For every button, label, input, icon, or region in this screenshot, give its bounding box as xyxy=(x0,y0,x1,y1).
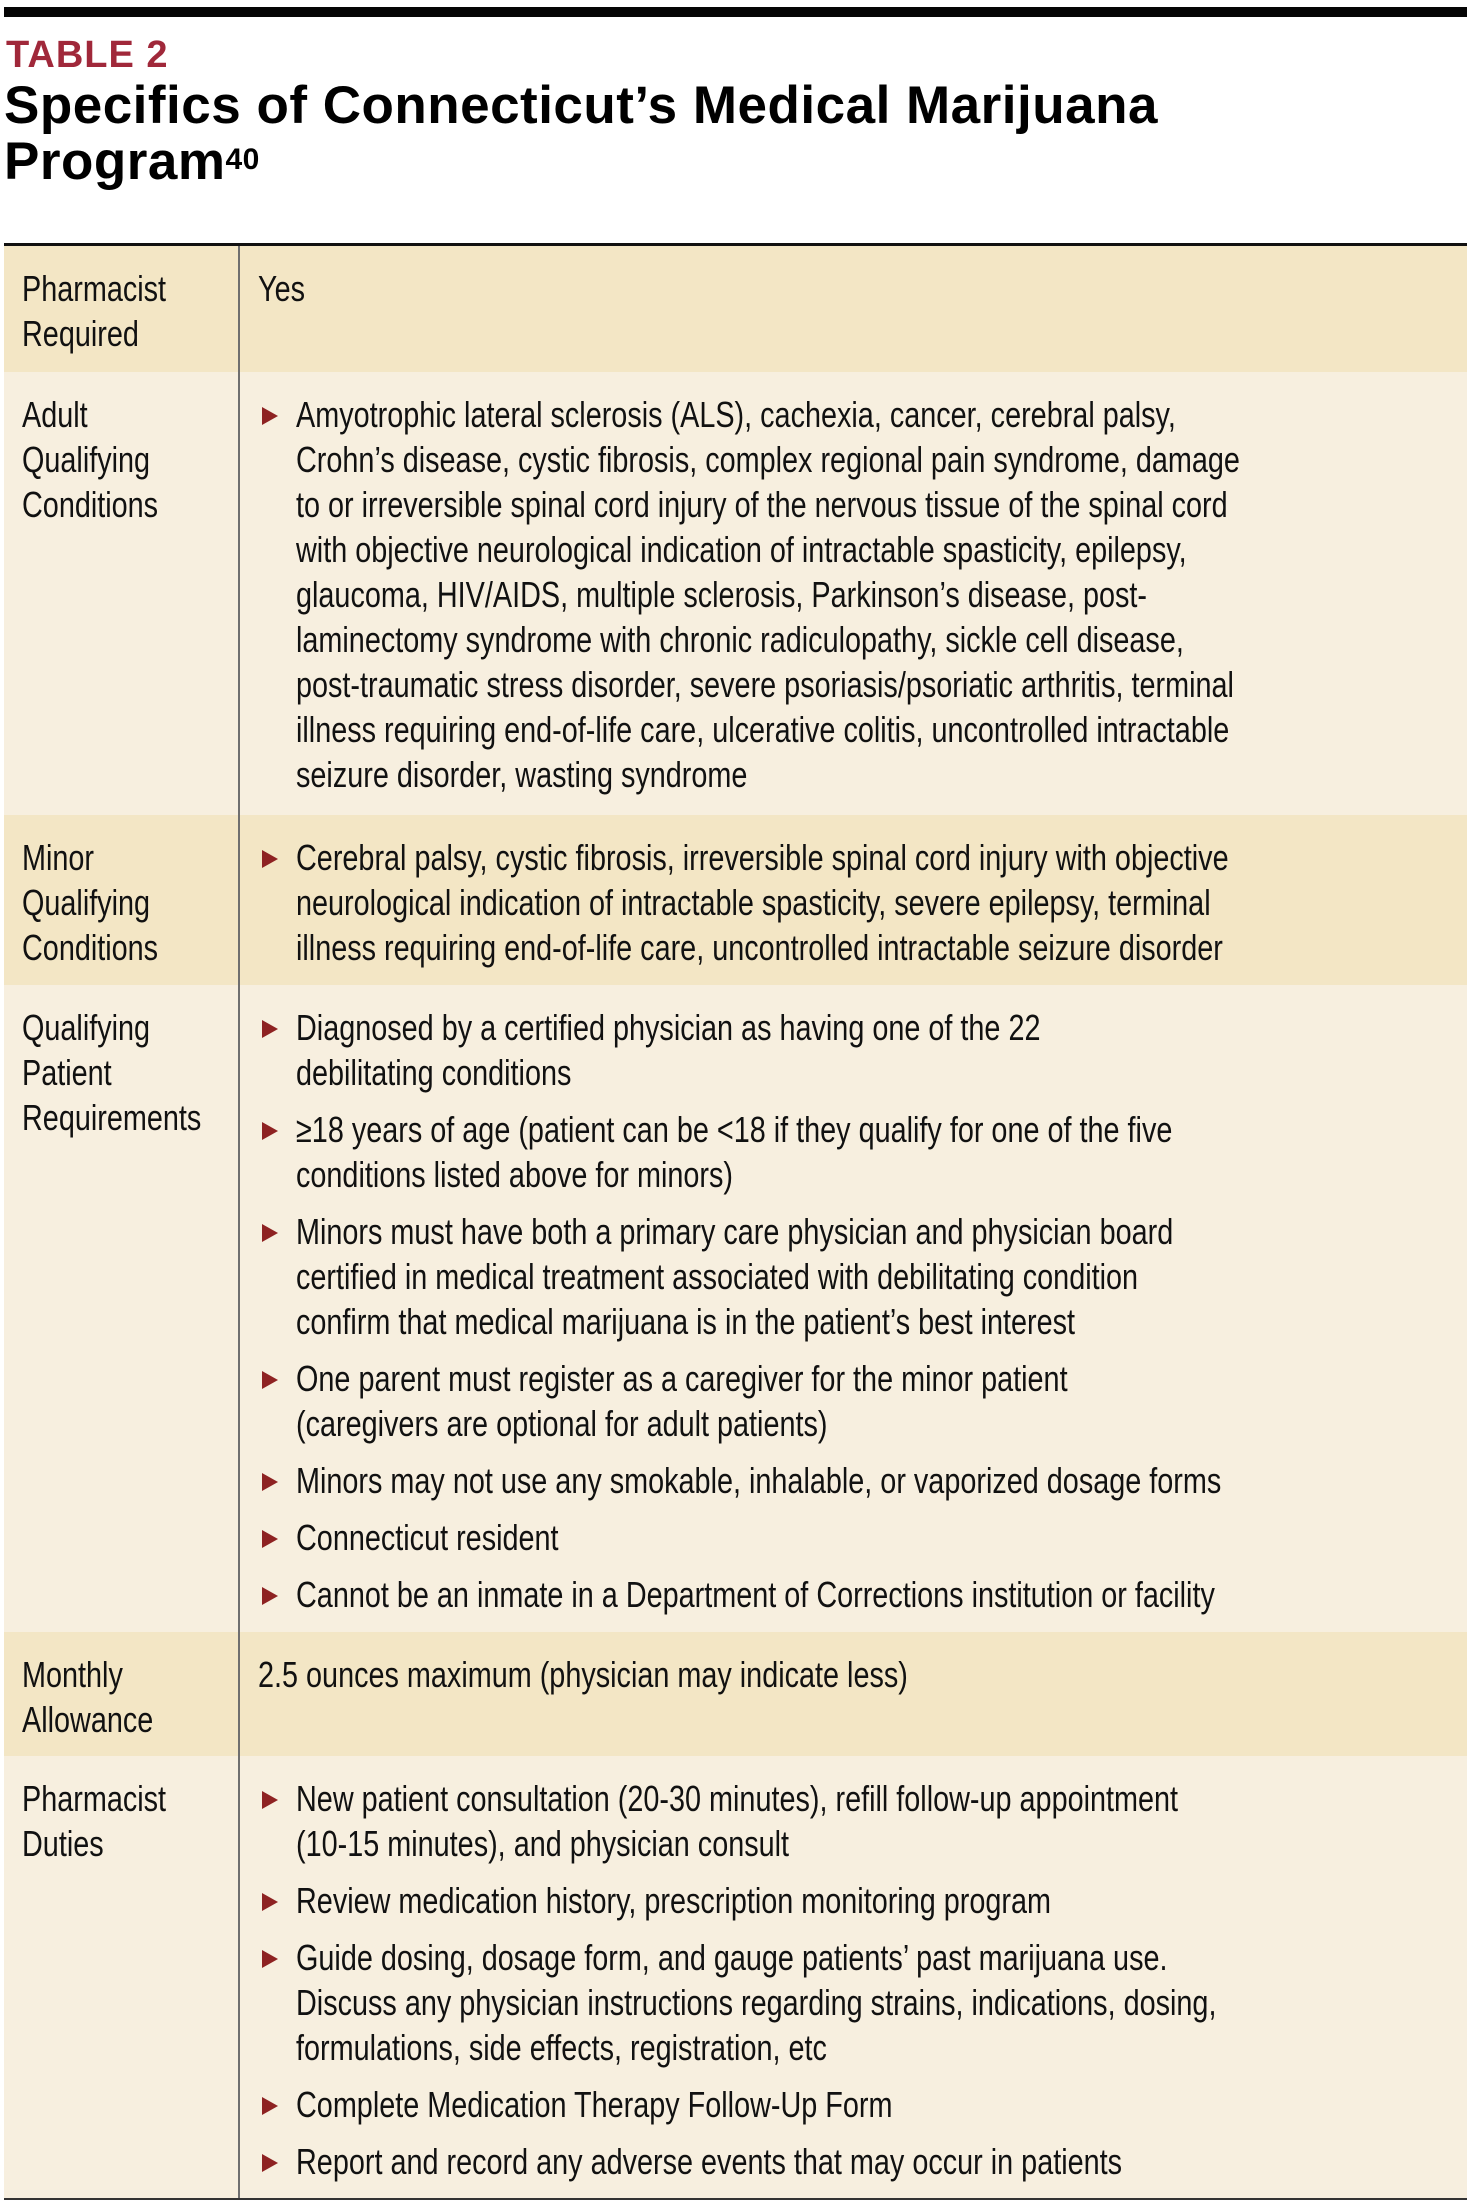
top-rule xyxy=(4,7,1467,17)
bullet-text-line: to or irreversible spinal cord injury of the nervous tissue of the spinal cord xyxy=(296,484,1228,525)
bullet-text-line: One parent must register as a caregiver for the minor patient xyxy=(296,1358,1068,1399)
triangle-bullet-icon xyxy=(262,2154,278,2172)
bullet-list xyxy=(240,835,1467,970)
row-label xyxy=(22,1005,201,1140)
bullet-text-line: Amyotrophic lateral sclerosis (ALS), cachexia, cancer, cerebral palsy, xyxy=(296,394,1176,435)
bullet-text-line: Minors must have both a primary care physician and physician board xyxy=(296,1211,1174,1252)
list-item xyxy=(240,2082,1467,2127)
table-row-monthly-allowance xyxy=(4,1632,1467,1756)
row-label-cell xyxy=(4,372,240,815)
row-label-cell xyxy=(4,1632,240,1756)
row-label-cell xyxy=(4,985,240,1632)
bullet-text-line: (caregivers are optional for adult patients) xyxy=(296,1403,828,1444)
row-label-line: Conditions xyxy=(22,927,159,968)
title-line-1: Specifics of Connecticut’s Medical Marijuana xyxy=(4,76,1158,135)
bullet-text-line: glaucoma, HIV/AIDS, multiple sclerosis, Parkinson’s disease, post- xyxy=(296,574,1148,615)
bullet-text-line: conditions listed above for minors) xyxy=(296,1154,734,1195)
list-item xyxy=(240,1515,1467,1560)
bullet-text-line: Complete Medication Therapy Follow-Up Form xyxy=(296,2084,893,2125)
bullet-text-line: with objective neurological indication of intractable spasticity, epilepsy, xyxy=(296,529,1187,570)
list-item xyxy=(240,835,1467,970)
bullet-text-line: seizure disorder, wasting syndrome xyxy=(296,754,748,795)
triangle-bullet-icon xyxy=(262,850,278,868)
bullet-text-line: Minors may not use any smokable, inhalable, or vaporized dosage forms xyxy=(296,1460,1222,1501)
row-value-cell xyxy=(240,246,1467,372)
row-label-line: Requirements xyxy=(22,1097,202,1138)
bullet-text-line: illness requiring end-of-life care, ulcerative colitis, uncontrolled intractable xyxy=(296,709,1230,750)
row-label xyxy=(22,1652,153,1742)
bullet-text-line: Report and record any adverse events that may occur in patients xyxy=(296,2141,1123,2182)
list-item xyxy=(240,1107,1467,1197)
triangle-bullet-icon xyxy=(262,1950,278,1968)
table-row-qualifying-patient-requirements xyxy=(4,985,1467,1632)
triangle-bullet-icon xyxy=(262,1371,278,1389)
row-label-line: Monthly xyxy=(22,1654,123,1695)
list-item xyxy=(240,1935,1467,2070)
row-label-line: Patient xyxy=(22,1052,112,1093)
bullet-list xyxy=(240,392,1476,797)
row-label xyxy=(22,1776,166,1866)
triangle-bullet-icon xyxy=(262,1224,278,1242)
table-number-label: TABLE 2 xyxy=(6,34,169,76)
row-value-cell xyxy=(240,372,1476,815)
list-item xyxy=(240,1572,1467,1617)
row-label-line: Duties xyxy=(22,1823,104,1864)
list-item xyxy=(240,1356,1467,1446)
triangle-bullet-icon xyxy=(262,1530,278,1548)
row-value-cell xyxy=(240,1632,1467,1756)
list-item xyxy=(240,1005,1467,1095)
row-label xyxy=(22,266,166,356)
bullet-list xyxy=(240,1776,1467,2184)
row-value: 2.5 ounces maximum (physician may indicate less) xyxy=(258,1654,908,1695)
table-row-adult-qualifying-conditions xyxy=(4,372,1467,815)
row-label-cell xyxy=(4,246,240,372)
row-label xyxy=(22,835,158,970)
bullet-text-line: debilitating conditions xyxy=(296,1052,572,1093)
bullet-text-line: ≥18 years of age (patient can be <18 if they qualify for one of the five xyxy=(296,1109,1173,1150)
row-label-line: Pharmacist xyxy=(22,1778,167,1819)
row-label-line: Qualifying xyxy=(22,882,151,923)
bullet-text-line: neurological indication of intractable spasticity, severe epilepsy, terminal xyxy=(296,882,1211,923)
row-label-line: Qualifying xyxy=(22,439,151,480)
list-item xyxy=(240,1209,1467,1344)
table-row-pharmacist-duties xyxy=(4,1756,1467,2198)
row-label-cell xyxy=(4,815,240,985)
triangle-bullet-icon xyxy=(262,407,278,425)
table-title xyxy=(4,78,1158,190)
triangle-bullet-icon xyxy=(262,1893,278,1911)
row-label xyxy=(22,392,158,527)
row-label-line: Minor xyxy=(22,837,95,878)
bullet-text-line: Review medication history, prescription monitoring program xyxy=(296,1880,1051,1921)
table-row-pharmacist-required xyxy=(4,246,1467,372)
bullet-text-line: Crohn’s disease, cystic fibrosis, complex regional pain syndrome, damage xyxy=(296,439,1240,480)
bullet-text-line: Cerebral palsy, cystic fibrosis, irreversible spinal cord injury with objective xyxy=(296,837,1229,878)
bullet-text-line: formulations, side effects, registration, etc xyxy=(296,2027,827,2068)
list-item xyxy=(240,1878,1467,1923)
row-label-line: Adult xyxy=(22,394,88,435)
list-item xyxy=(240,1458,1467,1503)
title-line-2 xyxy=(4,134,1158,190)
bullet-text-line: Cannot be an inmate in a Department of Corrections institution or facility xyxy=(296,1574,1215,1615)
list-item xyxy=(240,2139,1467,2184)
bullet-text-line: illness requiring end-of-life care, uncontrolled intractable seizure disorder xyxy=(296,927,1223,968)
reference-superscript: 40 xyxy=(225,143,260,176)
bullet-text-line: laminectomy syndrome with chronic radiculopathy, sickle cell disease, xyxy=(296,619,1184,660)
bullet-text-line: post-traumatic stress disorder, severe psoriasis/psoriatic arthritis, terminal xyxy=(296,664,1234,705)
triangle-bullet-icon xyxy=(262,1587,278,1605)
triangle-bullet-icon xyxy=(262,2097,278,2115)
bullet-list xyxy=(240,1005,1467,1617)
list-item xyxy=(240,392,1476,797)
bullet-text-line: Diagnosed by a certified physician as having one of the 22 xyxy=(296,1007,1041,1048)
bullet-text-line: confirm that medical marijuana is in the patient’s best interest xyxy=(296,1301,1076,1342)
row-value-cell xyxy=(240,815,1467,985)
program-specifics-table xyxy=(4,243,1467,2200)
row-label-line: Pharmacist xyxy=(22,268,167,309)
bullet-text-line: Connecticut resident xyxy=(296,1517,559,1558)
row-label-line: Required xyxy=(22,313,139,354)
bullet-text-line: (10-15 minutes), and physician consult xyxy=(296,1823,790,1864)
row-label-line: Qualifying xyxy=(22,1007,151,1048)
triangle-bullet-icon xyxy=(262,1122,278,1140)
triangle-bullet-icon xyxy=(262,1791,278,1809)
bullet-text-line: certified in medical treatment associated with debilitating condition xyxy=(296,1256,1139,1297)
bullet-text-line: Guide dosing, dosage form, and gauge patients’ past marijuana use. xyxy=(296,1937,1168,1978)
list-item xyxy=(240,1776,1467,1866)
row-value-cell xyxy=(240,1756,1467,2198)
bullet-text-line: New patient consultation (20-30 minutes), refill follow-up appointment xyxy=(296,1778,1179,1819)
row-value: Yes xyxy=(258,268,305,309)
bullet-text-line: Discuss any physician instructions regarding strains, indications, dosing, xyxy=(296,1982,1217,2023)
row-label-line: Allowance xyxy=(22,1699,154,1740)
triangle-bullet-icon xyxy=(262,1020,278,1038)
triangle-bullet-icon xyxy=(262,1473,278,1491)
row-label-cell xyxy=(4,1756,240,2198)
title-line-2-text: Program xyxy=(4,132,226,191)
table-row-minor-qualifying-conditions xyxy=(4,815,1467,985)
row-label-line: Conditions xyxy=(22,484,159,525)
row-value-cell xyxy=(240,985,1467,1632)
